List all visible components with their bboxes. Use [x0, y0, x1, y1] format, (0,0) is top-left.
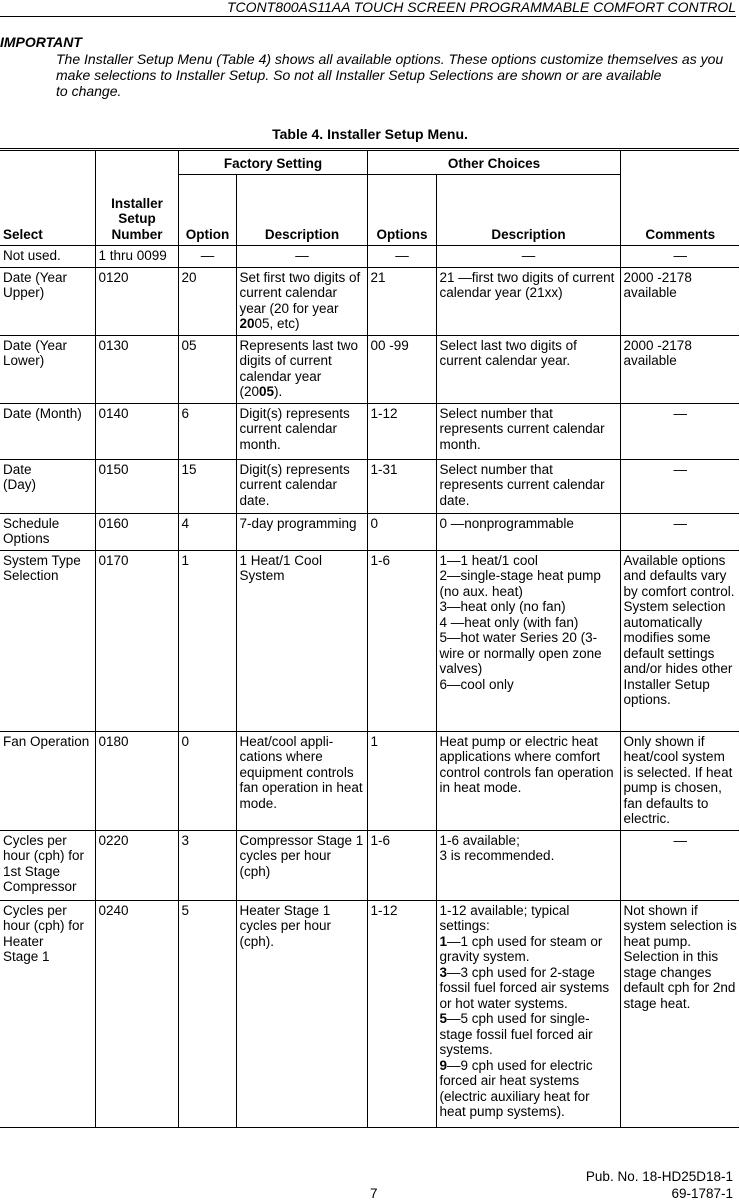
cell-description-other: Select number that represents current calendar month. — [436, 403, 620, 459]
desc-text: ). — [274, 384, 283, 399]
setting-key: 1 — [439, 933, 448, 949]
cell-select: Date (Day) — [0, 459, 95, 513]
important-note — [56, 51, 736, 99]
desc-text: 05, etc) — [254, 316, 300, 331]
page-header: TCONT800AS11AA TOUCH SCREEN PROGRAMMABLE COMFORT CONTROL — [0, 0, 736, 17]
cell-options: 1-31 — [367, 459, 436, 513]
cell-comments: — — [620, 403, 739, 459]
cell-description — [236, 335, 367, 403]
col-header-option: Option — [178, 175, 236, 246]
desc-text: Represents last two digits of current calendar year (20 — [239, 337, 359, 399]
cell-option: 0 — [178, 731, 236, 830]
cell-number: 1 thru 0099 — [95, 246, 178, 268]
table-caption: Table 4. Installer Setup Menu. — [272, 126, 468, 142]
cell-number: 0170 — [95, 550, 178, 731]
cell-options: 1-12 — [367, 900, 436, 1127]
document-number: 69-1787-1 — [671, 1186, 733, 1201]
cell-select: Date (Month) — [0, 403, 95, 459]
col-header-setup-number: Installer Setup Number — [95, 150, 178, 246]
important-title: IMPORTANT — [0, 34, 82, 50]
cell-comments: Available options and defaults vary by comfort control. System selection automatically modifies some default settings and/or hides other Installer Setup options. — [620, 550, 739, 731]
cell-options: 21 — [367, 267, 436, 335]
cell-description-other — [436, 900, 620, 1127]
desc-bold: 05 — [259, 384, 275, 399]
cell-options: 00 -99 — [367, 335, 436, 403]
cell-comments: Only shown if heat/cool system is selected. If heat pump is chosen, fan defaults to electric. — [620, 731, 739, 830]
cell-option: 15 — [178, 459, 236, 513]
cell-description-other: Heat pump or electric heat applications where comfort control controls fan operation in heat mode. — [436, 731, 620, 830]
table-row — [0, 403, 739, 459]
cell-description-other: 1—1 heat/1 cool 2—single-stage heat pump (no aux. heat) 3—heat only (no fan) 4 —heat only (with fan) 5—hot water Series 20 (3-wire or normally open zone valves) 6—cool only — [436, 550, 620, 731]
cell-select: System Type Selection — [0, 550, 95, 731]
col-group-other-choices: Other Choices — [367, 150, 620, 175]
cell-description: Digit(s) represents current calendar month. — [236, 403, 367, 459]
cell-number: 0140 — [95, 403, 178, 459]
cell-description — [236, 267, 367, 335]
desc-bold: 20 — [239, 316, 255, 331]
col-group-factory-setting: Factory Setting — [178, 150, 367, 175]
table-row — [0, 246, 739, 268]
cell-options: 0 — [367, 513, 436, 550]
table-row — [0, 731, 739, 830]
cell-number: 0130 — [95, 335, 178, 403]
cell-options: 1 — [367, 731, 436, 830]
cell-comments: 2000 -2178 available — [620, 335, 739, 403]
cell-options: — — [367, 246, 436, 268]
cell-number: 0120 — [95, 267, 178, 335]
cell-option: 6 — [178, 403, 236, 459]
cell-select: Date (Year Upper) — [0, 267, 95, 335]
cell-description-other: 1-6 available; 3 is recommended. — [436, 830, 620, 900]
cell-description-other: Select last two digits of current calendar year. — [436, 335, 620, 403]
cell-option: 4 — [178, 513, 236, 550]
cell-option: — — [178, 246, 236, 268]
table-row — [0, 900, 739, 1127]
cell-select: Schedule Options — [0, 513, 95, 550]
table-row — [0, 267, 739, 335]
important-line: to change. — [56, 83, 122, 99]
cell-description: 1 Heat/1 Cool System — [236, 550, 367, 731]
cell-description: Heater Stage 1 cycles per hour (cph). — [236, 900, 367, 1127]
table-row — [0, 550, 739, 731]
cell-comments: Not shown if system selection is heat pump. Selection in this stage changes default cph for 2nd stage heat. — [620, 900, 739, 1127]
cell-description: 7-day programming — [236, 513, 367, 550]
cell-option: 05 — [178, 335, 236, 403]
setting-text: —5 cph used for single-stage fossil fuel forced air systems. — [439, 1011, 593, 1057]
cell-description: Heat/cool appli- cations where equipment controls fan operation in heat mode. — [236, 731, 367, 830]
setting-text: —3 cph used for 2-stage fossil fuel forced air systems or hot water systems. — [439, 964, 610, 1011]
cell-comments: — — [620, 246, 739, 268]
cell-number: 0240 — [95, 900, 178, 1127]
cell-description: Compressor Stage 1 cycles per hour (cph) — [236, 830, 367, 900]
cell-number: 0150 — [95, 459, 178, 513]
setting-key: 9 — [439, 1057, 448, 1073]
cell-select: Not used. — [0, 246, 95, 268]
cell-options: 1-6 — [367, 550, 436, 731]
setting-text: —1 cph used for steam or gravity system. — [439, 933, 603, 964]
desc-text: Set first two digits of current calendar year (20 for year — [239, 269, 361, 316]
table-row — [0, 335, 739, 403]
cell-select: Date (Year Lower) — [0, 335, 95, 403]
cell-number: 0180 — [95, 731, 178, 830]
important-line: The Installer Setup Menu (Table 4) shows all available options. These options customize themselves as you — [56, 51, 724, 67]
page-number: 7 — [370, 1186, 378, 1201]
cell-option: 3 — [178, 830, 236, 900]
col-header-options: Options — [367, 175, 436, 246]
installer-setup-table — [0, 148, 739, 1128]
important-line: make selections to Installer Setup. So not all Installer Setup Selections are shown or are available — [56, 67, 662, 83]
table-row — [0, 513, 739, 550]
cell-description-other: 0 —nonprogrammable — [436, 513, 620, 550]
cell-comments: — — [620, 459, 739, 513]
col-header-description-other: Description — [436, 175, 620, 246]
cell-comments: — — [620, 830, 739, 900]
col-header-description: Description — [236, 175, 367, 246]
setting-key: 3 — [439, 964, 448, 980]
cell-option: 1 — [178, 550, 236, 731]
table-row — [0, 459, 739, 513]
cell-options: 1-12 — [367, 403, 436, 459]
cell-description-other: — — [436, 246, 620, 268]
cell-select: Cycles per hour (cph) for Heater Stage 1 — [0, 900, 95, 1127]
cell-comments: — — [620, 513, 739, 550]
cell-number: 0220 — [95, 830, 178, 900]
cell-description-other: 21 —first two digits of current calendar year (21xx) — [436, 267, 620, 335]
setting-text: —9 cph used for electric forced air heat systems (electric auxiliary heat for heat pump systems). — [439, 1057, 593, 1119]
cell-options: 1-6 — [367, 830, 436, 900]
publication-number: Pub. No. 18-HD25D18-1 — [585, 1169, 733, 1184]
cell-comments: 2000 -2178 available — [620, 267, 739, 335]
cell-description-other: Select number that represents current calendar date. — [436, 459, 620, 513]
cell-description: Digit(s) represents current calendar date. — [236, 459, 367, 513]
cell-select: Cycles per hour (cph) for 1st Stage Compressor — [0, 830, 95, 900]
cell-select: Fan Operation — [0, 731, 95, 830]
cell-option: 5 — [178, 900, 236, 1127]
col-header-select: Select — [0, 150, 95, 246]
table-row — [0, 830, 739, 900]
cell-number: 0160 — [95, 513, 178, 550]
setting-key: 5 — [439, 1011, 448, 1026]
cell-description: — — [236, 246, 367, 268]
desc-intro: 1-12 available; typical settings: — [439, 902, 570, 933]
col-header-comments: Comments — [620, 150, 739, 246]
cell-option: 20 — [178, 267, 236, 335]
